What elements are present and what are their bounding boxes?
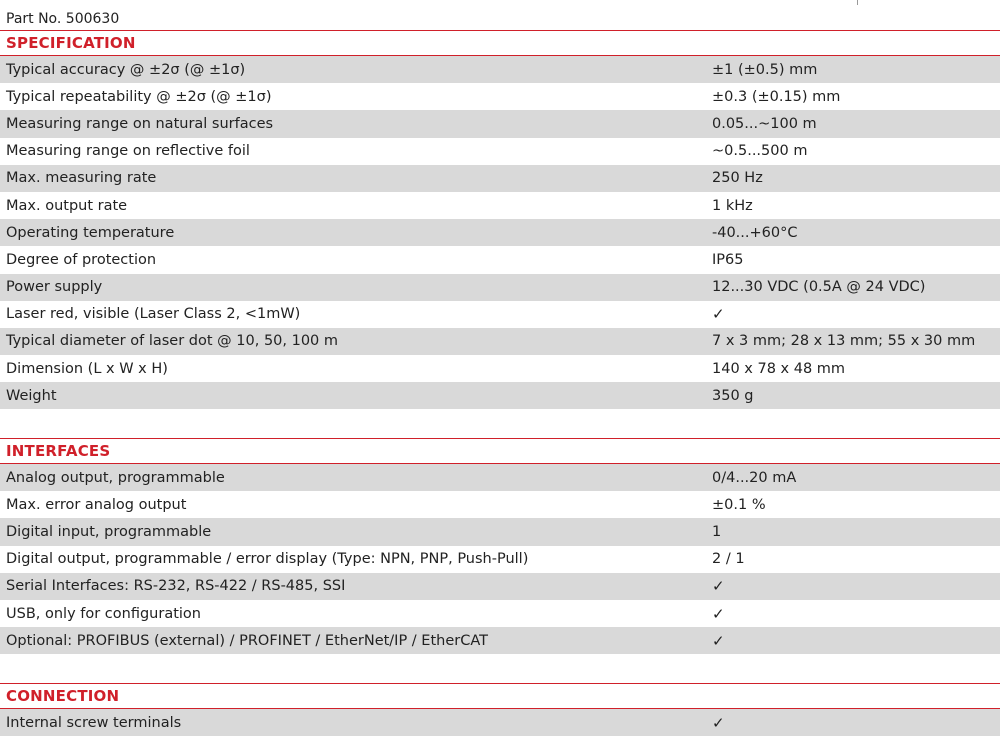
table-row xyxy=(0,56,1000,83)
spec-value: 12...30 VDC (0.5A @ 24 VDC) xyxy=(712,279,926,296)
page-mark xyxy=(857,0,858,5)
spec-value: 1 xyxy=(712,523,722,540)
section-title: INTERFACES xyxy=(0,438,1000,464)
spec-value: 2 / 1 xyxy=(712,551,745,568)
spec-value: -40...+60°C xyxy=(712,224,798,241)
spec-value: 350 g xyxy=(712,387,754,404)
table-row xyxy=(0,464,1000,491)
section-specification xyxy=(0,30,1000,409)
table-row xyxy=(0,382,1000,409)
spec-label: Max. measuring rate xyxy=(6,170,157,187)
spec-label: Digital input, programmable xyxy=(6,523,212,540)
spec-label: Power supply xyxy=(6,279,103,296)
spec-value: IP65 xyxy=(712,251,744,268)
table-row xyxy=(0,328,1000,355)
spec-value: 1 kHz xyxy=(712,197,753,214)
section-title: CONNECTION xyxy=(0,683,1000,709)
spec-label: Typical diameter of laser dot @ 10, 50, 100 m xyxy=(6,333,339,350)
spec-label: Analog output, programmable xyxy=(6,469,225,486)
spec-label: Operating temperature xyxy=(6,224,175,241)
check-icon: ✓ xyxy=(712,604,725,623)
spec-label: Laser red, visible (Laser Class 2, <1mW) xyxy=(6,306,301,323)
spec-value: ±0.3 (±0.15) mm xyxy=(712,88,841,105)
section-interfaces xyxy=(0,438,1000,654)
spec-label: Typical accuracy @ ±2σ (@ ±1σ) xyxy=(6,61,246,78)
spec-label: Max. error analog output xyxy=(6,496,187,513)
spec-label: Weight xyxy=(6,387,57,404)
table-row xyxy=(0,83,1000,110)
check-icon: ✓ xyxy=(712,577,725,596)
spec-label: USB, only for configuration xyxy=(6,605,201,622)
spec-value: ±1 (±0.5) mm xyxy=(712,61,818,78)
check-icon: ✓ xyxy=(712,631,725,650)
table-row xyxy=(0,600,1000,627)
spec-label: Serial Interfaces: RS-232, RS-422 / RS-485, SSI xyxy=(6,578,346,595)
check-icon: ✓ xyxy=(712,713,725,732)
section-connection xyxy=(0,683,1000,736)
table-row xyxy=(0,709,1000,736)
spec-value: 250 Hz xyxy=(712,170,763,187)
spec-label: Optional: PROFIBUS (external) / PROFINET / EtherNet/IP / EtherCAT xyxy=(6,632,488,649)
spec-value: 140 x 78 x 48 mm xyxy=(712,360,846,377)
spec-label: Measuring range on reflective foil xyxy=(6,143,250,160)
spec-label: Internal screw terminals xyxy=(6,714,182,731)
spec-value: ±0.1 % xyxy=(712,496,766,513)
spec-label: Measuring range on natural surfaces xyxy=(6,115,274,132)
table-row xyxy=(0,165,1000,192)
table-row xyxy=(0,491,1000,518)
table-row xyxy=(0,627,1000,654)
table-row xyxy=(0,138,1000,165)
section-title: SPECIFICATION xyxy=(0,30,1000,56)
spec-label: Digital output, programmable / error display (Type: NPN, PNP, Push-Pull) xyxy=(6,551,529,568)
spec-label: Max. output rate xyxy=(6,197,128,214)
table-row xyxy=(0,546,1000,573)
check-icon: ✓ xyxy=(712,305,725,324)
spec-label: Degree of protection xyxy=(6,251,157,268)
spec-label: Typical repeatability @ ±2σ (@ ±1σ) xyxy=(6,88,272,105)
table-row xyxy=(0,518,1000,545)
table-row xyxy=(0,219,1000,246)
table-row xyxy=(0,301,1000,328)
spec-value: 7 x 3 mm; 28 x 13 mm; 55 x 30 mm xyxy=(712,333,976,350)
spec-value: 0.05...~100 m xyxy=(712,115,817,132)
spec-value: ~0.5...500 m xyxy=(712,143,808,160)
table-row xyxy=(0,110,1000,137)
table-row xyxy=(0,573,1000,600)
table-row xyxy=(0,192,1000,219)
table-row xyxy=(0,355,1000,382)
table-row xyxy=(0,274,1000,301)
table-row xyxy=(0,246,1000,273)
spec-label: Dimension (L x W x H) xyxy=(6,360,168,377)
spec-value: 0/4...20 mA xyxy=(712,469,797,486)
part-number: Part No. 500630 xyxy=(6,11,120,27)
